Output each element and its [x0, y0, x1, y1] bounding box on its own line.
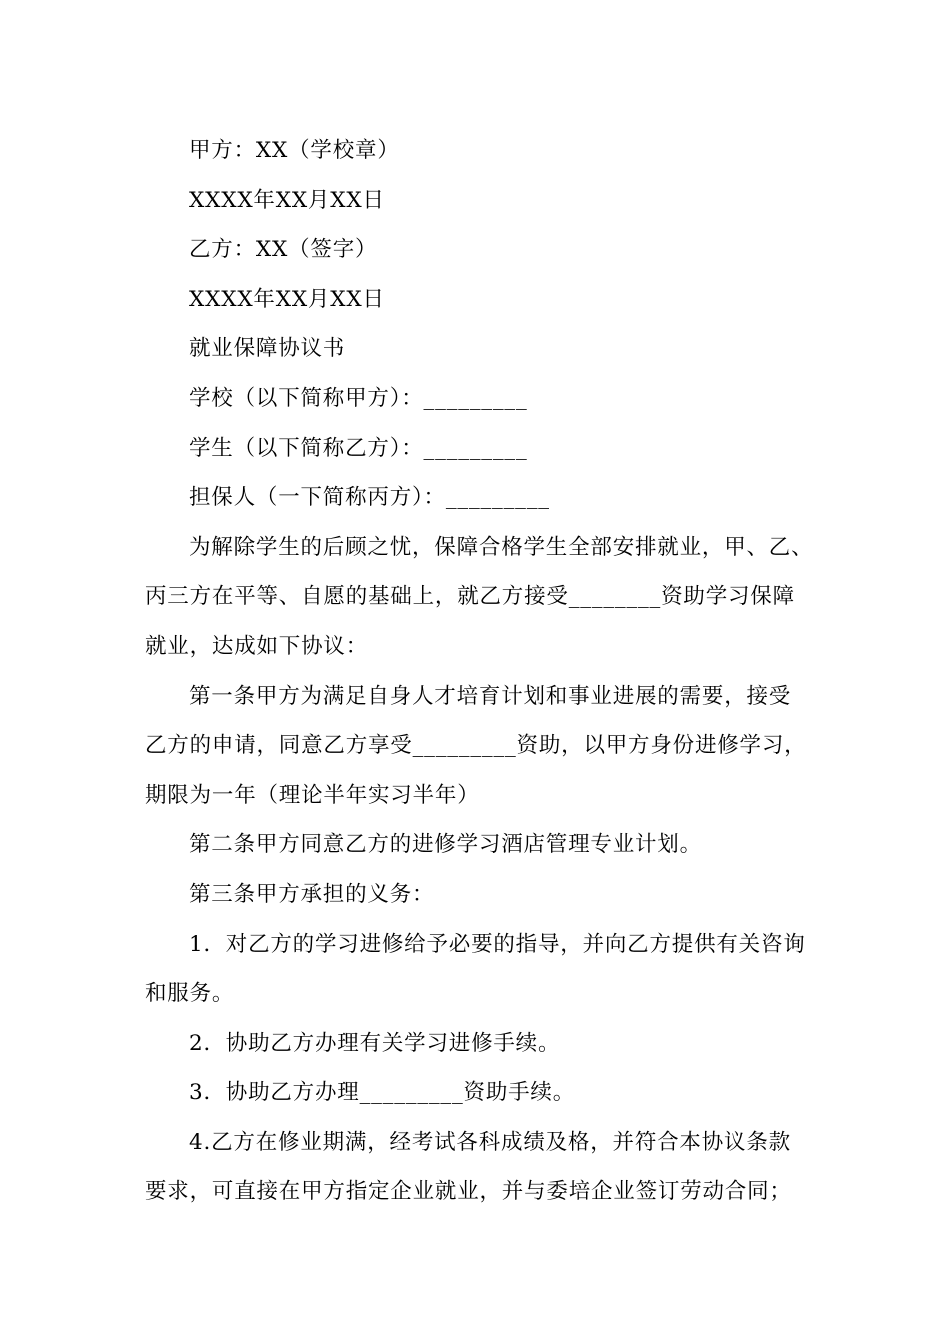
party-a-signature-line: 甲方：XX（学校章） [189, 138, 400, 163]
article-1-paragraph [145, 672, 810, 821]
party-b-date-line: XXXX年XX月XX日 [189, 286, 385, 312]
paragraph-line: 期限为一年（理论半年实习半年） [145, 782, 480, 808]
item-2-paragraph [145, 1019, 810, 1069]
paragraph-line: 和服务。 [145, 981, 235, 1007]
paragraph-line: 第二条甲方同意乙方的进修学习酒店管理专业计划。 [189, 832, 702, 858]
paragraph-line: 为解除学生的后顾之忧，保障合格学生全部安排就业，甲、乙、 [189, 534, 814, 560]
document-body [145, 126, 814, 1217]
paragraph-line: 丙三方在平等、自愿的基础上，就乙方接受________资助学习保障 [145, 584, 795, 610]
paragraph-line: 乙方的申请，同意乙方享受_________资助，以甲方身份进修学习， [145, 733, 807, 759]
paragraph-line: 4.乙方在修业期满，经考试各科成绩及格，并符合本协议条款 [189, 1129, 791, 1155]
guarantor-party-field: 担保人（一下简称丙方）：_________ [189, 485, 550, 511]
paragraph-line: 2．协助乙方办理有关学习进修手续。 [189, 1030, 561, 1056]
party-b-signature-line: 乙方：XX（签字） [189, 237, 378, 263]
paragraph-line: 第三条甲方承担的义务： [189, 881, 435, 907]
paragraph-line: 就业，达成如下协议： [145, 633, 369, 659]
school-party-field: 学校（以下简称甲方）：_________ [189, 385, 528, 411]
party-a-date-line: XXXX年XX月XX日 [189, 187, 385, 213]
article-2-paragraph [145, 820, 810, 870]
item-4-paragraph [145, 1118, 810, 1217]
paragraph-line: 1．对乙方的学习进修给予必要的指导，并向乙方提供有关咨询 [189, 931, 806, 957]
paragraph-line: 3．协助乙方办理_________资助手续。 [189, 1080, 576, 1106]
item-1-paragraph [145, 920, 810, 1019]
paragraph-line: 要求，可直接在甲方指定企业就业，并与委培企业签订劳动合同； [145, 1179, 792, 1205]
intro-paragraph [145, 523, 814, 672]
document-title: 就业保障协议书 [189, 336, 346, 362]
item-3-paragraph [145, 1068, 810, 1118]
article-3-paragraph [145, 870, 810, 920]
student-party-field: 学生（以下简称乙方）：_________ [189, 435, 528, 461]
paragraph-line: 第一条甲方为满足自身人才培育计划和事业进展的需要，接受 [189, 683, 792, 709]
